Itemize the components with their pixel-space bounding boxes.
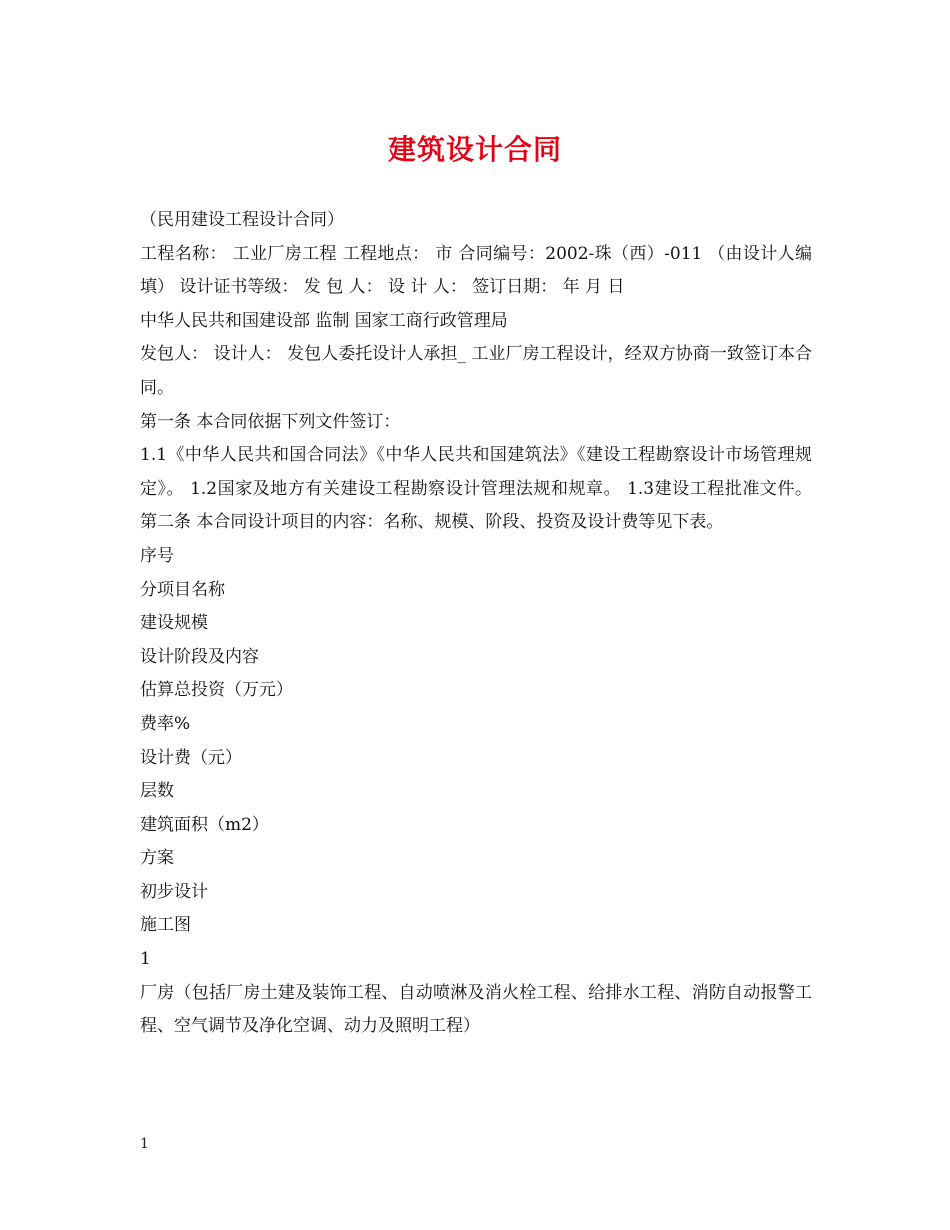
project-info-paragraph: 工程名称： 工业厂房工程 工程地点： 市 合同编号：2002-珠（西）-011 （由设计人编填） 设计证书等级： 发 包 人： 设 计 人： 签订日期： 年 月 日 <box>140 243 812 298</box>
table-header-item-name: 分项目名称 <box>140 579 225 600</box>
parties-paragraph: 发包人： 设计人： 发包人委托设计人承担_ 工业厂房工程设计，经双方协商一致签订本合同。 <box>140 344 812 398</box>
table-header-rate: 费率% <box>140 713 191 734</box>
legal-basis-paragraph: 1.1《中华人民共和国合同法》《中华人民共和国建筑法》《建设工程勘察设计市场管理规定》。 1.2国家及地方有关建设工程勘察设计管理法规和规章。 1.3建设工程批准文件。 第二条 本合同设计项目的内容：名称、规模、阶段、投资及设计费等见下表。 <box>140 445 812 533</box>
table-header-scheme: 方案 <box>140 848 174 869</box>
table-header-scale: 建设规模 <box>140 613 208 634</box>
table-header-investment: 估算总投资（万元） <box>140 680 293 701</box>
table-header-construction: 施工图 <box>140 915 191 936</box>
page-number: 1 <box>140 1136 149 1152</box>
document-title: 建筑设计合同 <box>387 133 562 166</box>
supervision-line: 中华人民共和国建设部 监制 国家工商行政管理局 <box>140 310 508 331</box>
table-header-design-fee: 设计费（元） <box>140 747 242 768</box>
contract-subtitle: （民用建设工程设计合同） <box>140 210 344 230</box>
table-row-item-name: 厂房（包括厂房土建及装饰工程、自动喷淋及消火栓工程、给排水工程、消防自动报警工程、空气调节及净化空调、动力及照明工程） <box>140 982 812 1037</box>
document-body <box>140 204 812 1044</box>
article-one-heading: 第一条 本合同依据下列文件签订： <box>140 411 401 432</box>
table-header-area: 建筑面积（m2） <box>140 814 269 835</box>
table-header-serial: 序号 <box>140 545 174 566</box>
table-header-stage: 设计阶段及内容 <box>140 646 259 667</box>
table-row-serial: 1 <box>140 949 151 970</box>
table-header-floors: 层数 <box>140 781 174 802</box>
table-header-preliminary: 初步设计 <box>140 881 208 902</box>
